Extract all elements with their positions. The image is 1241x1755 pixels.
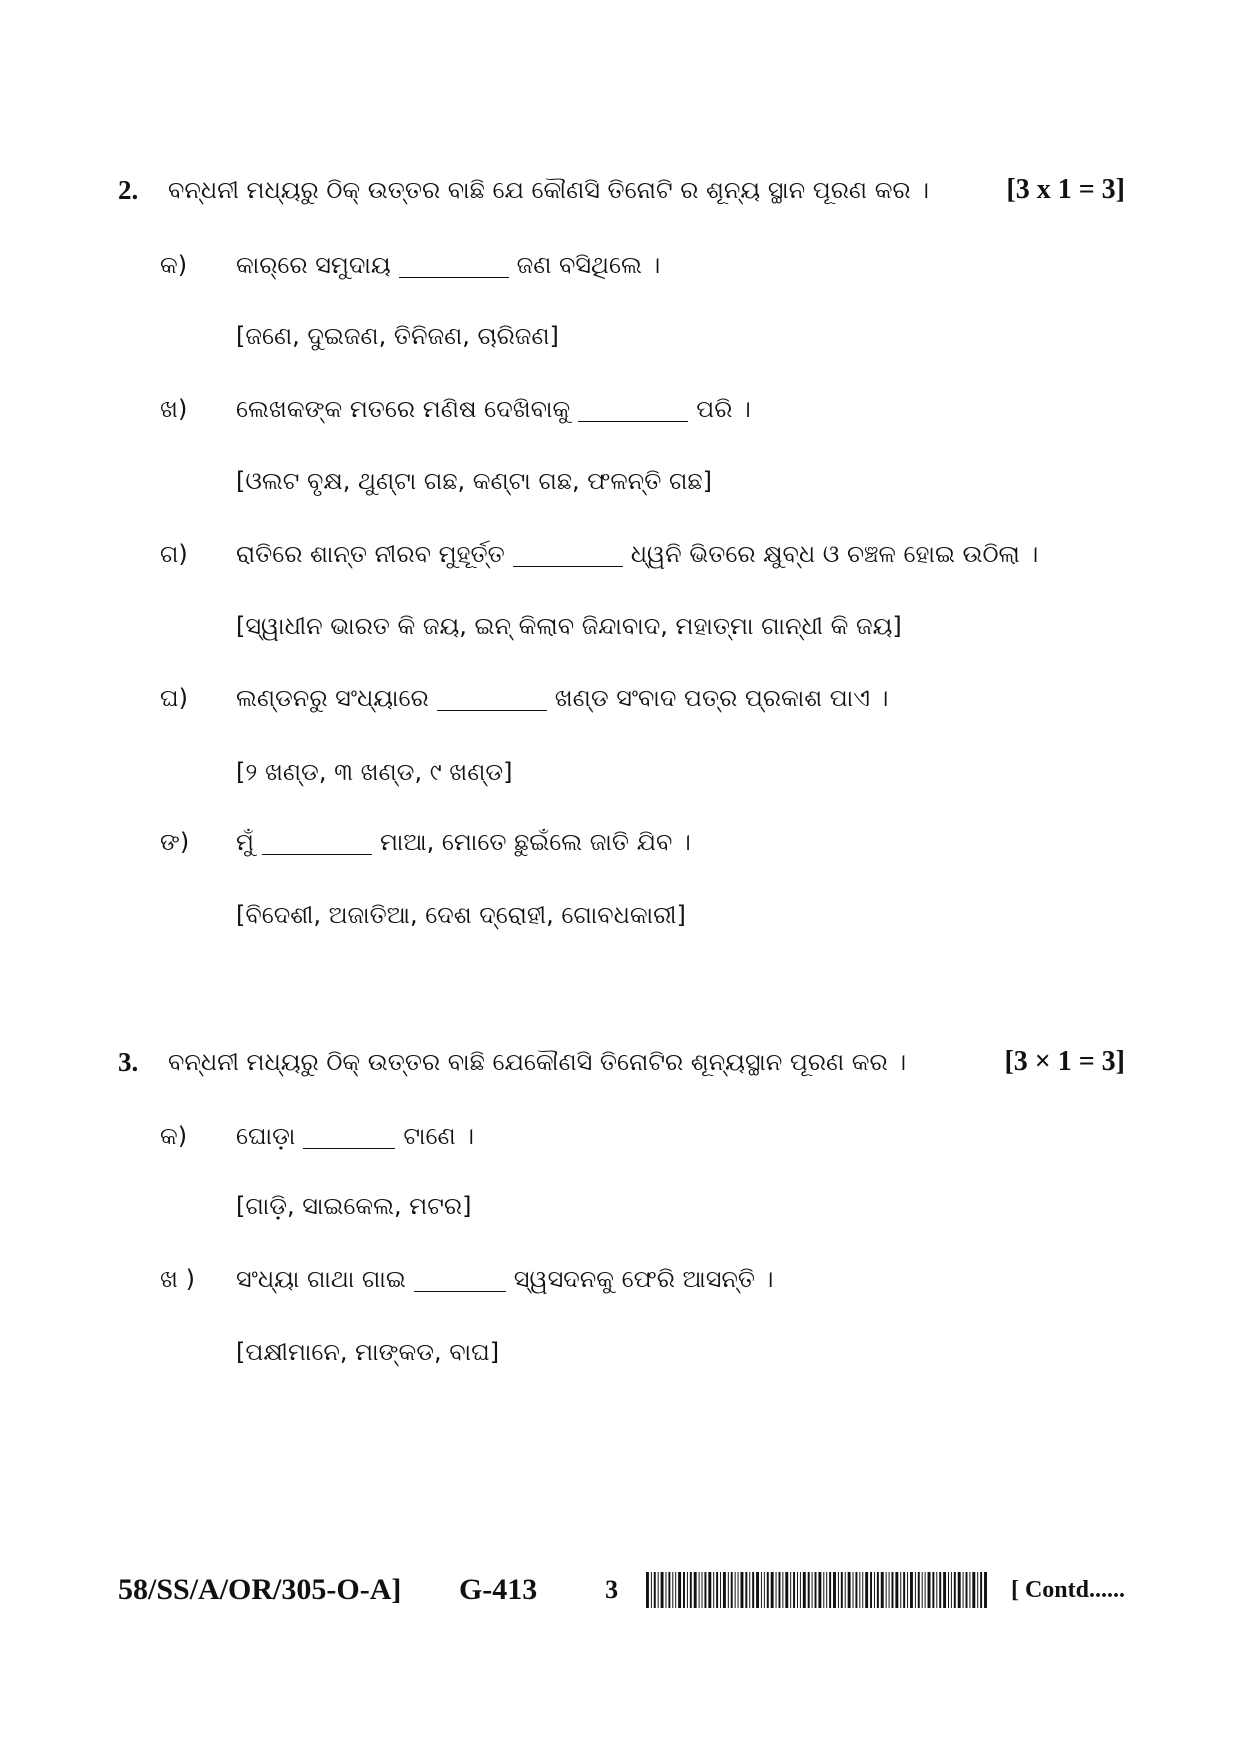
item-label: ଘ) [160,684,188,712]
q2-item-kha [160,389,751,429]
item-label: ଖ ) [160,1265,195,1293]
item-text-before: ଲେଖକଙ୍କ ମତରେ ମଣିଷ ଦେଖିବାକୁ [236,395,571,423]
q2-options-kha: [ଓଲଟ ବୃକ୍ଷ, ଥୁଣ୍ଟା ଗଛ, କଣ୍ଟା ଗଛ, ଫଳନ୍ତି ଗଛ] [236,467,712,495]
page-number: 3 [605,1575,619,1604]
paper-code: 58/SS/A/OR/305-O-A] [118,1573,402,1606]
question-marks: [3 x 1 = 3] [1006,174,1125,205]
q3-item-ka [160,1116,474,1156]
fill-blank [414,1267,506,1292]
item-label: ଙ) [160,828,190,856]
item-text-before: ସଂଧ୍ୟା ଗାଥା ଗାଇ [236,1265,406,1293]
fill-blank [578,397,688,422]
fill-blank [513,542,623,567]
item-text-after: ମାଆ, ମୋତେ ଛୁଇଁଲେ ଜାତି ଯିବ । [379,828,691,856]
q2-options-ka: [ଜଣେ, ଦୁଇଜଣ, ତିନିଜଣ, ଚାରିଜଣ] [236,322,559,350]
q3-options-ka: [ଗାଡ଼ି, ସାଇକେଲ, ମଟର] [236,1192,472,1220]
continued-note: [ Contd...... [1010,1576,1125,1603]
q3-options-kha: [ପକ୍ଷୀମାନେ, ମାଙ୍କଡ, ବାଘ] [236,1338,500,1366]
q2-item-ka [160,245,660,285]
item-text-after: ପରି । [696,395,751,423]
page-footer [118,1568,1125,1612]
question-number: 2. [118,174,139,205]
question-marks: [3 × 1 = 3] [1004,1046,1125,1077]
item-text-after: ଖଣ୍ଡ ସଂବାଦ ପତ୍ର ପ୍ରକାଶ ପାଏ । [554,684,889,712]
q2-item-gha [160,678,888,718]
question-2-header [118,170,1125,210]
q2-options-nga: [ବିଦେଶୀ, ଅଜାତିଆ, ଦେଶ ଦ୍ରୋହୀ, ଗୋବଧକାରୀ] [236,901,686,929]
question-3-header [118,1042,1125,1082]
item-text-before: ଲଣ୍ଡନରୁ ସଂଧ୍ୟାରେ [236,684,429,712]
series-code: G-413 [458,1573,538,1606]
item-text-before: ଘୋଡ଼ା [236,1122,296,1150]
q2-options-ga: [ସ୍ୱାଧୀନ ଭାରତ କି ଜୟ, ଇନ୍ କିଲାବ ଜିନ୍ଦାବାଦ, ମହାତ୍ମା ଗାନ୍ଧୀ କି ଜୟ] [236,612,902,640]
fill-blank [303,1124,395,1149]
item-text-before: ରାତିରେ ଶାନ୍ତ ନୀରବ ମୁହୂର୍ତ୍ତ [236,540,505,568]
fill-blank [262,830,372,855]
item-text-after: ଟାଣେ । [403,1122,475,1150]
question-text: ବନ୍ଧନୀ ମଧ୍ୟରୁ ଠିକ୍ ଉତ୍ତର ବାଛି ଯେକୌଣସି ତିନୋଟିର ଶୂନ୍ୟସ୍ଥାନ ପୂରଣ କର । [168,1048,907,1076]
item-text-after: ଧ୍ୱନି ଭିତରେ କ୍ଷୁବ୍ଧ ଓ ଚଞ୍ଚଳ ହୋଇ ଉଠିଲା । [630,540,1039,568]
item-label: ଗ) [160,540,188,568]
item-label: କ) [160,251,188,279]
q3-item-kha [160,1259,773,1299]
fill-blank [437,686,547,711]
item-text-before: ମୁଁ [236,828,254,856]
item-text-after: ଜଣ ବସିଥିଲେ । [516,251,661,279]
question-text: ବନ୍ଧନୀ ମଧ୍ୟରୁ ଠିକ୍ ଉତ୍ତର ବାଛି ଯେ କୌଣସି ତିନୋଟି ର ଶୂନ୍ୟ ସ୍ଥାନ ପୂରଣ କର । [168,176,930,204]
item-text-before: କାର୍‌ରେ ସମୁଦାୟ [236,251,391,279]
item-label: କ) [160,1122,188,1150]
q2-options-gha: [୨ ଖଣ୍ଡ, ୩ ଖଣ୍ଡ, ୯ ଖଣ୍ଡ] [236,758,513,786]
item-label: ଖ) [160,395,188,423]
q2-item-ga [160,534,1038,574]
question-number: 3. [118,1046,139,1077]
item-text-after: ସ୍ୱସଦନକୁ ଫେରି ଆସନ୍ତି । [513,1265,774,1293]
fill-blank [399,253,509,278]
barcode-icon [646,1572,987,1608]
q2-item-nga [160,822,691,862]
